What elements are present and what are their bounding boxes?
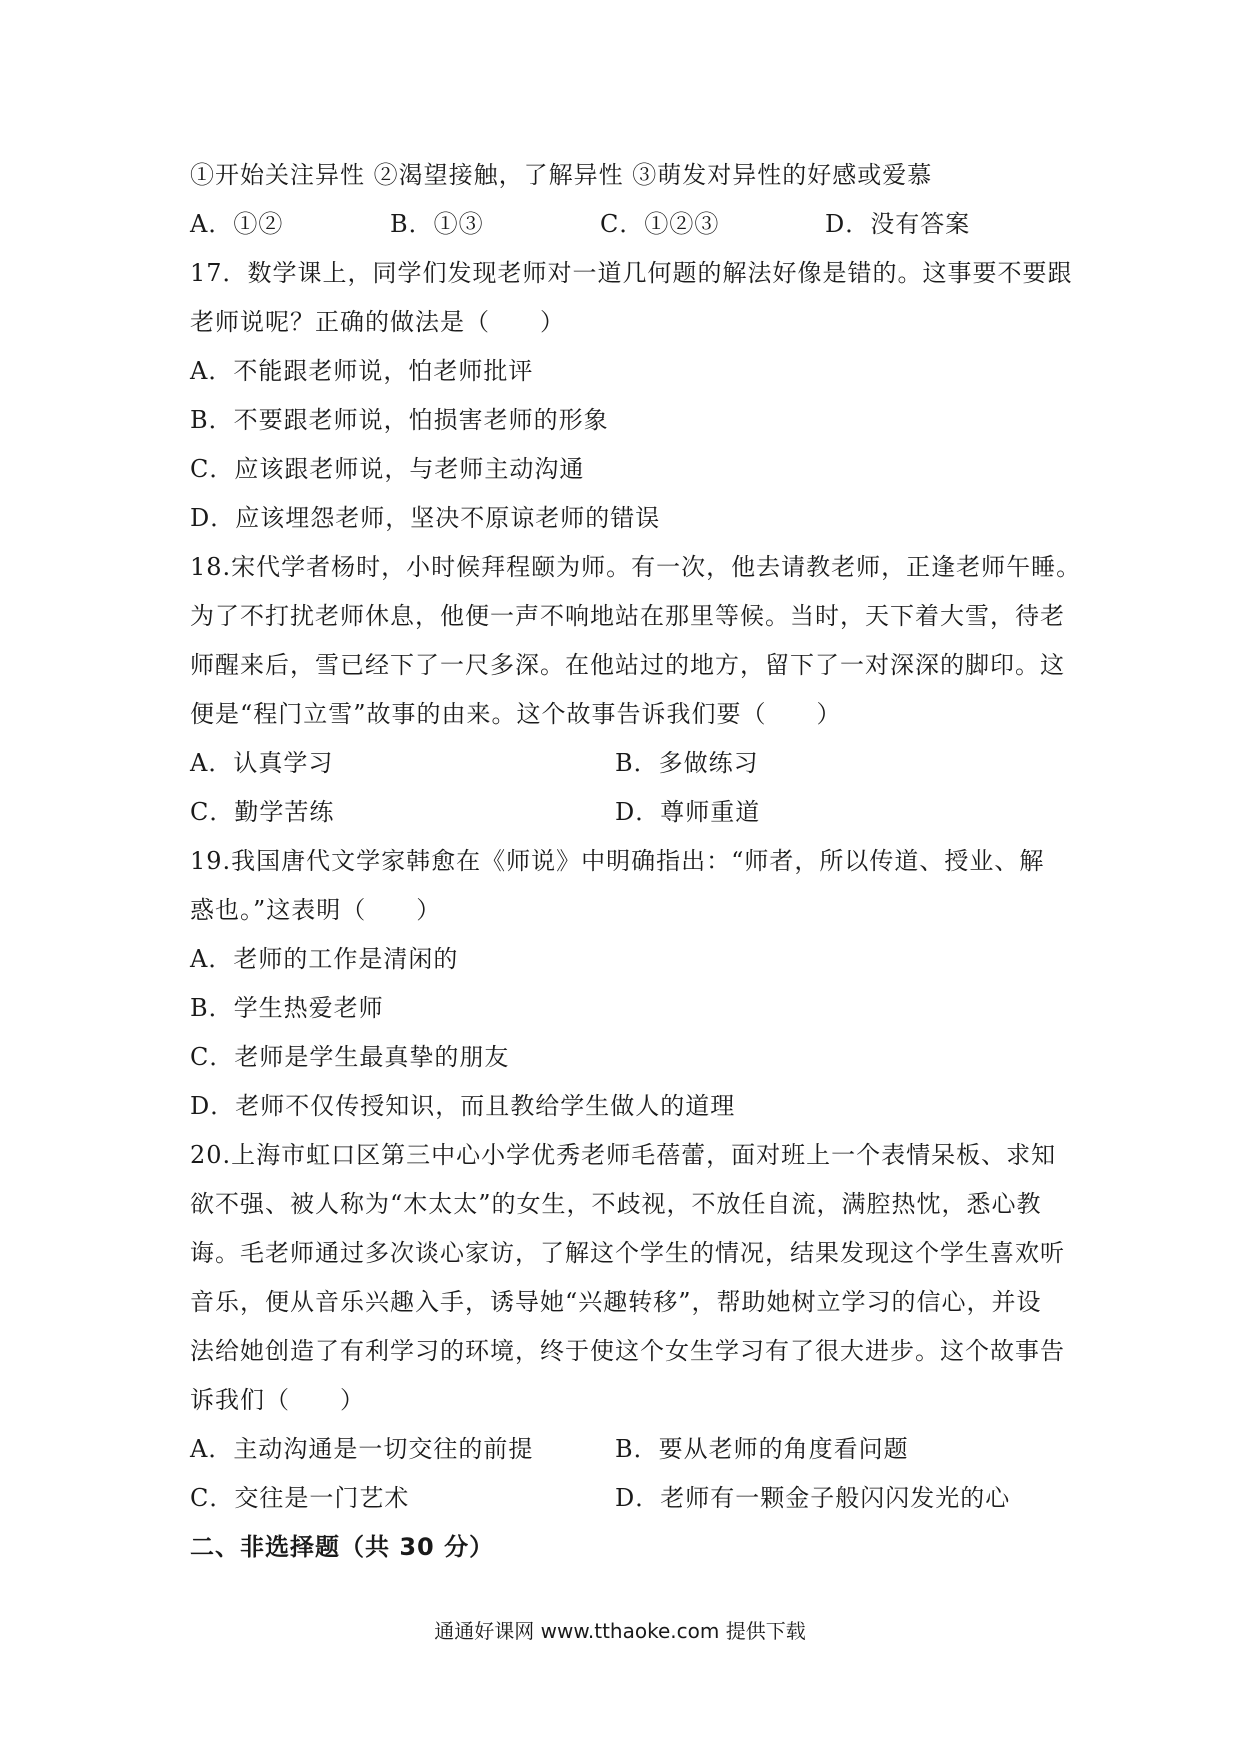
q20-stem-line-5: 法给她创造了有利学习的环境，终于使这个女生学习有了很大进步。这个故事告 bbox=[190, 1337, 1065, 1365]
q16-items: ①开始关注异性 ②渴望接触，了解异性 ③萌发对异性的好感或爱慕 bbox=[190, 161, 933, 189]
q18-stem-line-2: 为了不打扰老师休息，他便一声不响地站在那里等候。当时，天下着大雪，待老 bbox=[190, 602, 1065, 630]
q20-stem-line-3: 诲。毛老师通过多次谈心家访，了解这个学生的情况，结果发现这个学生喜欢听 bbox=[190, 1239, 1065, 1267]
q17-option-d: D．应该埋怨老师，坚决不原谅老师的错误 bbox=[190, 504, 661, 532]
q20-stem-line-6: 诉我们（ ） bbox=[190, 1386, 365, 1414]
q20-option-a: A．主动沟通是一切交往的前提 bbox=[190, 1435, 534, 1463]
q20-option-d: D．老师有一颗金子般闪闪发光的心 bbox=[615, 1484, 1011, 1512]
q17-option-c: C．应该跟老师说，与老师主动沟通 bbox=[190, 455, 585, 483]
q16-option-d: D．没有答案 bbox=[825, 210, 971, 238]
q17-option-b: B．不要跟老师说，怕损害老师的形象 bbox=[190, 406, 609, 434]
q19-option-a: A．老师的工作是清闲的 bbox=[190, 945, 459, 973]
q20-option-c: C．交往是一门艺术 bbox=[190, 1484, 410, 1512]
q18-option-b: B．多做练习 bbox=[615, 749, 759, 777]
page-footer: 通通好课网 www.tthaoke.com 提供下载 bbox=[434, 1619, 806, 1643]
q19-option-b: B．学生热爱老师 bbox=[190, 994, 384, 1022]
q16-option-b: B．①③ bbox=[390, 210, 484, 238]
q16-option-a: A．①② bbox=[190, 210, 284, 238]
q18-stem-line-1: 18.宋代学者杨时，小时候拜程颐为师。有一次，他去请教老师，正逢老师午睡。 bbox=[190, 553, 1082, 581]
q19-stem-line-1: 19.我国唐代文学家韩愈在《师说》中明确指出：“师者，所以传道、授业、解 bbox=[190, 847, 1045, 875]
q20-stem-line-2: 欲不强、被人称为“木太太”的女生，不歧视，不放任自流，满腔热忱，悉心教 bbox=[190, 1190, 1042, 1218]
q17-stem-line-1: 17．数学课上，同学们发现老师对一道几何题的解法好像是错的。这事要不要跟 bbox=[190, 259, 1073, 287]
q19-stem-line-2: 惑也。”这表明（ ） bbox=[190, 896, 442, 924]
q18-option-a: A．认真学习 bbox=[190, 749, 334, 777]
q20-stem-line-1: 20.上海市虹口区第三中心小学优秀老师毛蓓蕾，面对班上一个表情呆板、求知 bbox=[190, 1141, 1057, 1169]
q18-option-d: D．尊师重道 bbox=[615, 798, 761, 826]
section-heading: 二、非选择题（共 30 分） bbox=[190, 1533, 495, 1561]
q16-option-c: C．①②③ bbox=[600, 210, 720, 238]
q18-stem-line-4: 便是“程门立雪”故事的由来。这个故事告诉我们要（ ） bbox=[190, 700, 842, 728]
q19-option-c: C．老师是学生最真挚的朋友 bbox=[190, 1043, 510, 1071]
q19-option-d: D．老师不仅传授知识，而且教给学生做人的道理 bbox=[190, 1092, 736, 1120]
q20-option-b: B．要从老师的角度看问题 bbox=[615, 1435, 909, 1463]
q18-stem-line-3: 师醒来后，雪已经下了一尺多深。在他站过的地方，留下了一对深深的脚印。这 bbox=[190, 651, 1065, 679]
q17-option-a: A．不能跟老师说，怕老师批评 bbox=[190, 357, 534, 385]
q18-option-c: C．勤学苦练 bbox=[190, 798, 335, 826]
q20-stem-line-4: 音乐，便从音乐兴趣入手，诱导她“兴趣转移”，帮助她树立学习的信心，并设 bbox=[190, 1288, 1042, 1316]
q17-stem-line-2: 老师说呢？正确的做法是（ ） bbox=[190, 308, 565, 336]
